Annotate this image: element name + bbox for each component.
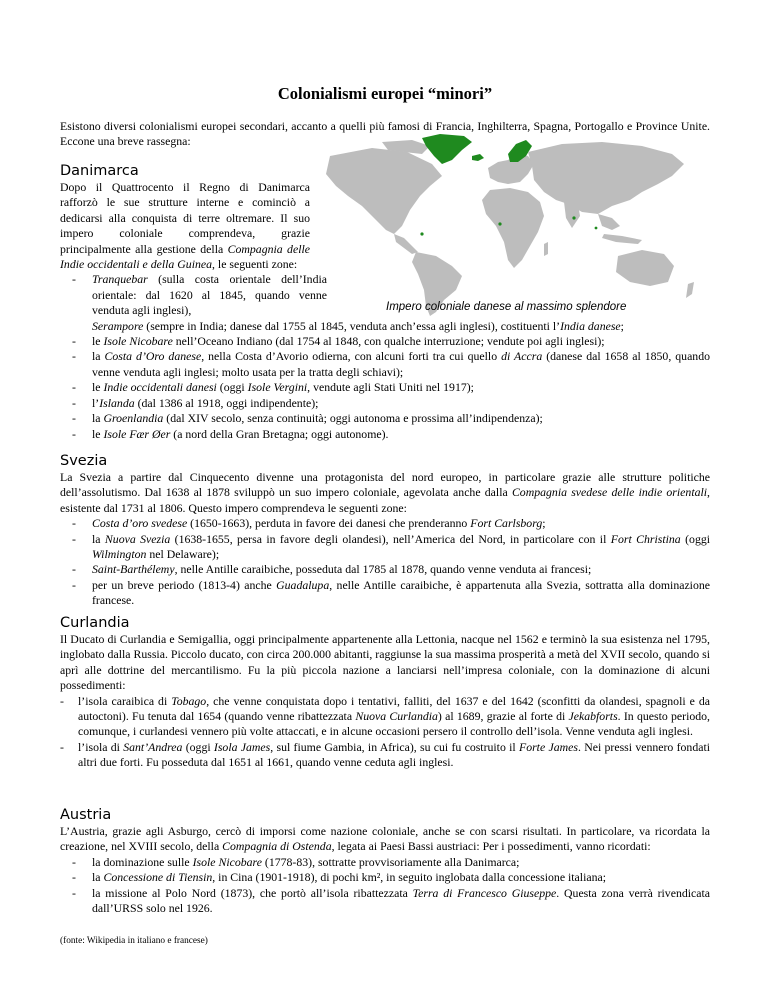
list-item: - la Groenlandia (dal XIV secolo, senza continuità; oggi autonoma e prossima all’indipendenza); (60, 411, 710, 426)
list-item: - la Costa d’Oro danese, nella Costa d’Avorio odierna, con alcuni forti tra cui quello di Accra (danese dal 1658 al 1850, quando venne venduta agli inglesi; molto usata per la tratta degli schiavi); (60, 349, 710, 380)
svezia-paragraph: La Svezia a partire dal Cinquecento divenne una protagonista del nord europeo, in particolare grazie alle strutture politiche dell’assolutismo. Dal 1638 al 1878 sviluppò un suo impero coloniale, agevolata anche dalla Compagnia svedese delle indie orientali, esistente dal 1731 al 1806. Questo impero comprendeva le seguenti zone: (60, 470, 710, 515)
list-item: - le Indie occidentali danesi (oggi Isole Vergini, vendute agli Stati Uniti nel 1917); (60, 380, 710, 395)
list-item: - le Isole Nicobare nell’Oceano Indiano (dal 1754 al 1848, con qualche interruzione; vendute poi agli inglesi); (60, 334, 710, 349)
danimarca-paragraph: Dopo il Quattrocento il Regno di Danimarca rafforzò le sue strutture interne e cominciò a dedicarsi alla conquista di terre oltremare. Il suo impero coloniale comprendeva, grazie principalmente alla gestione della Compagnia delle Indie occidentali e della Guinea, le seguenti zone: (60, 180, 310, 272)
heading-curlandia: Curlandia (60, 615, 130, 631)
list-item: - le Isole Fær Øer (a nord della Gran Bretagna; oggi autonome). (60, 427, 710, 442)
page-title: Colonialismi europei “minori” (277, 84, 493, 103)
greenland-land (422, 134, 472, 164)
list-item: - l’isola caraibica di Tobago, che venne conquistata dopo i tentativi, falliti, del 1637 e del 1642 (sconfitti da olandesi, spagnoli e da autoctoni). Fu tenuta dal 1654 (quando venne ribattezzata Nuova Curlandia) al 1689, grazie al forte di Jekabforts. In questo periodo, comunque, i curlandesi vennero più volte attaccati, e in alcune occasioni persero il controllo dell’isola. Venne venduta agli inglesi. (60, 694, 710, 740)
heading-danimarca: Danimarca (60, 163, 139, 179)
intro-paragraph: Esistono diversi colonialismi europei secondari, accanto a quelli più famosi di Francia, Inghilterra, Spagna, Portogallo e Province Unite. Eccone una breve rassegna: (60, 119, 710, 149)
list-item: - la missione al Polo Nord (1873), che portò all’isola ribattezzata Terra di Francesco Giuseppe. Questa zona verrà rivendicata dall’URSS solo nel 1926. (60, 886, 710, 917)
austria-paragraph: L’Austria, grazie agli Asburgo, cercò di imporsi come nazione coloniale, anche se con scarsi risultati. In particolare, va ricordata la creazione, nel XVIII secolo, della Compagnia di Ostenda, legata ai Paesi Bassi austriaci: Per i possedimenti, vanno ricordati: (60, 824, 710, 854)
list-item: - la Nuova Svezia (1638-1655, persa in favore degli olandesi), nell’America del Nord, in particolare con il Fort Christina (oggi Wilmington nel Delaware); (60, 532, 710, 563)
list-item: - l’isola di Sant’Andrea (oggi Isola James, sul fiume Gambia, in Africa), su cui fu costruito il Forte James. Nei pressi vennero fondati altri due forti. Fu posseduta dal 1651 al 1661, quando venne ceduta agli inglesi. (60, 740, 710, 771)
section-danimarca (60, 162, 710, 442)
iceland-land (472, 154, 484, 161)
list-item: - Saint-Barthélemy, nelle Antille caraibiche, posseduta dal 1785 al 1878, quando venne venduta ai francesi; (60, 562, 710, 577)
curlandia-paragraph: Il Ducato di Curlandia e Semigallia, oggi principalmente appartenente alla Lettonia, nacque nel 1562 e terminò la sua esistenza nel 1795, inglobato dalla Russia. Piccolo ducato, con circa 200.000 abitanti, raggiunse la sua massima prosperità a metà del XVII secolo, quando si aprì alle dottrine del mercantilismo. Fu la più piccola nazione a lanciarsi nell’impresa coloniale, con la dominazione di alcuni possedimenti: (60, 632, 710, 693)
heading-austria: Austria (60, 807, 112, 823)
list-item: - la dominazione sulle Isole Nicobare (1778-83), sottratte provvisoriamente alla Danimarca; (60, 855, 710, 870)
list-item: - Tranquebar (sulla costa orientale dell’India orientale: dal 1620 al 1845, quando venne venduta agli inglesi), Serampore (sempre in India; danese dal 1755 al 1845, venduta anch’essa agli inglesi), costituenti l’India danese; (60, 272, 710, 334)
section-curlandia (60, 614, 710, 771)
source-note: (fonte: Wikipedia in italiano e francese) (60, 936, 208, 946)
section-svezia (60, 452, 710, 609)
heading-svezia: Svezia (60, 453, 108, 469)
danimarca-list (60, 272, 710, 441)
map-caption: Impero coloniale danese al massimo splendore (386, 301, 627, 313)
list-item: - per un breve periodo (1813-4) anche Guadalupa, nelle Antille caraibiche, è appartenuta alla Svezia, sottratta alla dominazione francese. (60, 578, 710, 609)
austria-list (60, 855, 710, 917)
curlandia-list (60, 694, 710, 771)
list-item: - l’Islanda (dal 1386 al 1918, oggi indipendente); (60, 396, 710, 411)
list-item: - la Concessione di Tiensin, in Cina (1901-1918), di pochi km², in seguito inglobata dalla concessione italiana; (60, 870, 710, 885)
section-austria (60, 806, 710, 916)
list-item: - Costa d’oro svedese (1650-1663), perduta in favore dei danesi che prenderanno Fort Carlsborg; (60, 516, 710, 531)
svezia-list (60, 516, 710, 608)
